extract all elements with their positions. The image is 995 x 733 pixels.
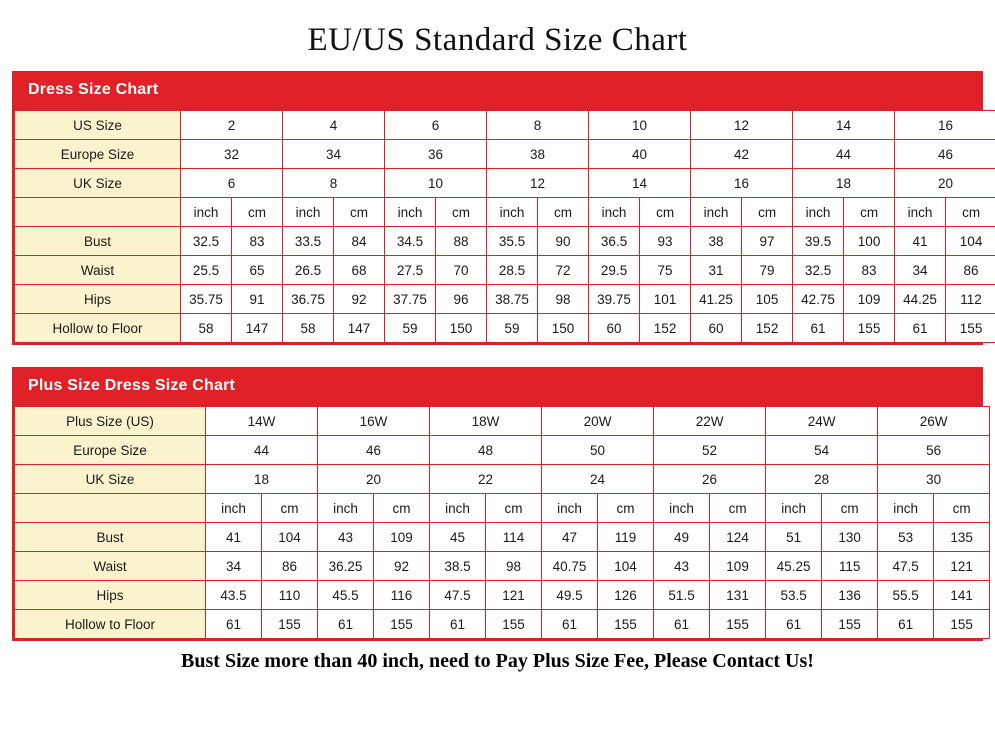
row-label-hollow-to-floor: Hollow to Floor [15,314,181,343]
cell: 33.5 [283,227,334,256]
cell: 109 [374,523,430,552]
table-row [15,581,990,610]
table-row [15,465,990,494]
cell: 38 [487,140,589,169]
cell: 12 [691,111,793,140]
cell: 86 [262,552,318,581]
cell: 126 [598,581,654,610]
cell: 31 [691,256,742,285]
cell: 8 [487,111,589,140]
cell: 37.75 [385,285,436,314]
cell: 70 [436,256,487,285]
cell: 150 [436,314,487,343]
table-row [15,610,990,639]
cell: 152 [742,314,793,343]
cell: 41 [895,227,946,256]
cell: 98 [538,285,589,314]
cell: inch [691,198,742,227]
plus-size-chart-header: Plus Size Dress Size Chart [14,369,981,406]
cell: 44 [793,140,895,169]
cell: 14 [793,111,895,140]
cell: 49 [654,523,710,552]
row-label-hips: Hips [15,285,181,314]
cell: 121 [934,552,990,581]
cell: 61 [430,610,486,639]
row-label-waist: Waist [15,552,206,581]
dress-size-chart-block [12,71,983,345]
cell: cm [822,494,878,523]
cell: 38.75 [487,285,538,314]
row-label-hollow-to-floor: Hollow to Floor [15,610,206,639]
cell: 110 [262,581,318,610]
cell: 56 [878,436,990,465]
page-title: EU/US Standard Size Chart [307,22,688,58]
cell: 2 [181,111,283,140]
cell: 97 [742,227,793,256]
cell: 152 [640,314,691,343]
cell: 20W [542,407,654,436]
table-row [15,140,995,169]
cell: 155 [844,314,895,343]
cell: 155 [822,610,878,639]
cell: inch [487,198,538,227]
cell: 49.5 [542,581,598,610]
cell: 24 [542,465,654,494]
cell: 65 [232,256,283,285]
cell: 92 [374,552,430,581]
plus-size-table [14,406,990,639]
cell: 130 [822,523,878,552]
cell: 4 [283,111,385,140]
cell: 83 [844,256,895,285]
table-row [15,552,990,581]
cell: 59 [487,314,538,343]
cell: 61 [895,314,946,343]
cell: 93 [640,227,691,256]
table-row [15,314,995,343]
row-label-europe-size: Europe Size [15,140,181,169]
cell: 58 [181,314,232,343]
row-label-bust: Bust [15,227,181,256]
cell: 53 [878,523,934,552]
cell: 68 [334,256,385,285]
cell: 29.5 [589,256,640,285]
cell: 60 [691,314,742,343]
cell: 96 [436,285,487,314]
cell: 55.5 [878,581,934,610]
cell: 88 [436,227,487,256]
cell: 43 [654,552,710,581]
cell: 30 [878,465,990,494]
cell: 155 [934,610,990,639]
cell: cm [946,198,995,227]
table-row [15,285,995,314]
cell: 26W [878,407,990,436]
cell: 104 [946,227,995,256]
cell: 40.75 [542,552,598,581]
cell: 18 [206,465,318,494]
table-row-units [15,494,990,523]
cell: 92 [334,285,385,314]
cell: 61 [206,610,262,639]
cell: 44 [206,436,318,465]
cell: inch [542,494,598,523]
cell: 32.5 [793,256,844,285]
cell: inch [181,198,232,227]
cell: 42.75 [793,285,844,314]
cell: 112 [946,285,995,314]
cell: 135 [934,523,990,552]
cell: inch [318,494,374,523]
cell: 12 [487,169,589,198]
cell: 54 [766,436,878,465]
dress-size-chart-header: Dress Size Chart [14,73,981,110]
cell: 16 [691,169,793,198]
cell: 155 [598,610,654,639]
cell: 38.5 [430,552,486,581]
cell: 121 [486,581,542,610]
cell: 22W [654,407,766,436]
cell: cm [232,198,283,227]
cell: 14W [206,407,318,436]
cell: 35.75 [181,285,232,314]
cell: 18W [430,407,542,436]
cell: 155 [486,610,542,639]
row-label-units [15,494,206,523]
cell: 14 [589,169,691,198]
row-label-europe-size: Europe Size [15,436,206,465]
cell: 6 [385,111,487,140]
cell: inch [283,198,334,227]
row-label-us-size: US Size [15,111,181,140]
cell: 32 [181,140,283,169]
cell: 34 [206,552,262,581]
row-label-hips: Hips [15,581,206,610]
row-label-plus-size: Plus Size (US) [15,407,206,436]
cell: inch [766,494,822,523]
cell: 46 [895,140,995,169]
cell: 18 [793,169,895,198]
cell: 47.5 [430,581,486,610]
cell: 6 [181,169,283,198]
cell: 72 [538,256,589,285]
cell: 44.25 [895,285,946,314]
cell: 91 [232,285,283,314]
cell: 36.25 [318,552,374,581]
cell: 36.5 [589,227,640,256]
cell: cm [538,198,589,227]
cell: cm [486,494,542,523]
cell: 50 [542,436,654,465]
cell: 119 [598,523,654,552]
cell: 150 [538,314,589,343]
cell: 116 [374,581,430,610]
cell: 24W [766,407,878,436]
cell: 22 [430,465,542,494]
cell: 104 [598,552,654,581]
cell: cm [934,494,990,523]
table-row [15,111,995,140]
table-row-units [15,198,995,227]
cell: 10 [589,111,691,140]
cell: 42 [691,140,793,169]
cell: 39.5 [793,227,844,256]
table-row [15,407,990,436]
cell: 109 [844,285,895,314]
cell: 86 [946,256,995,285]
cell: 52 [654,436,766,465]
cell: 61 [654,610,710,639]
cell: 61 [878,610,934,639]
cell: 141 [934,581,990,610]
cell: 20 [318,465,430,494]
cell: 75 [640,256,691,285]
cell: 28.5 [487,256,538,285]
cell: 43.5 [206,581,262,610]
cell: 101 [640,285,691,314]
cell: 147 [334,314,385,343]
cell: 61 [793,314,844,343]
cell: 105 [742,285,793,314]
cell: 60 [589,314,640,343]
cell: 98 [486,552,542,581]
cell: cm [640,198,691,227]
cell: 131 [710,581,766,610]
cell: 61 [318,610,374,639]
cell: 58 [283,314,334,343]
cell: 20 [895,169,995,198]
cell: 10 [385,169,487,198]
cell: inch [793,198,844,227]
cell: inch [430,494,486,523]
cell: inch [895,198,946,227]
cell: 25.5 [181,256,232,285]
cell: 16W [318,407,430,436]
row-label-uk-size: UK Size [15,169,181,198]
cell: 51 [766,523,822,552]
cell: 34 [895,256,946,285]
cell: 39.75 [589,285,640,314]
cell: 104 [262,523,318,552]
cell: 34.5 [385,227,436,256]
cell: 59 [385,314,436,343]
cell: cm [598,494,654,523]
cell: 53.5 [766,581,822,610]
cell: cm [436,198,487,227]
footer-note: Bust Size more than 40 inch, need to Pay Plus Size Fee, Please Contact Us! [181,650,814,672]
cell: 43 [318,523,374,552]
cell: cm [374,494,430,523]
cell: 100 [844,227,895,256]
cell: inch [206,494,262,523]
table-row [15,256,995,285]
cell: 109 [710,552,766,581]
cell: 46 [318,436,430,465]
cell: 45.5 [318,581,374,610]
cell: cm [844,198,895,227]
table-row [15,436,990,465]
cell: 90 [538,227,589,256]
cell: 115 [822,552,878,581]
cell: 155 [946,314,995,343]
cell: cm [262,494,318,523]
row-label-waist: Waist [15,256,181,285]
cell: 147 [232,314,283,343]
cell: 26.5 [283,256,334,285]
row-label-bust: Bust [15,523,206,552]
cell: 79 [742,256,793,285]
cell: 124 [710,523,766,552]
cell: 61 [542,610,598,639]
cell: inch [878,494,934,523]
cell: inch [654,494,710,523]
cell: inch [589,198,640,227]
table-row [15,169,995,198]
cell: 155 [262,610,318,639]
cell: 155 [710,610,766,639]
cell: 45.25 [766,552,822,581]
cell: 61 [766,610,822,639]
cell: 41 [206,523,262,552]
cell: 28 [766,465,878,494]
cell: 40 [589,140,691,169]
cell: 36.75 [283,285,334,314]
cell: 34 [283,140,385,169]
cell: cm [742,198,793,227]
cell: 114 [486,523,542,552]
cell: 136 [822,581,878,610]
cell: cm [710,494,766,523]
cell: 26 [654,465,766,494]
plus-size-chart-block [12,367,983,641]
cell: 45 [430,523,486,552]
row-label-units [15,198,181,227]
cell: 35.5 [487,227,538,256]
row-label-uk-size: UK Size [15,465,206,494]
cell: 47.5 [878,552,934,581]
cell: inch [385,198,436,227]
cell: 32.5 [181,227,232,256]
cell: cm [334,198,385,227]
cell: 47 [542,523,598,552]
table-row [15,523,990,552]
cell: 41.25 [691,285,742,314]
cell: 27.5 [385,256,436,285]
cell: 8 [283,169,385,198]
cell: 84 [334,227,385,256]
cell: 51.5 [654,581,710,610]
cell: 155 [374,610,430,639]
cell: 36 [385,140,487,169]
cell: 83 [232,227,283,256]
table-row [15,227,995,256]
cell: 16 [895,111,995,140]
dress-size-table [14,110,995,343]
cell: 38 [691,227,742,256]
cell: 48 [430,436,542,465]
